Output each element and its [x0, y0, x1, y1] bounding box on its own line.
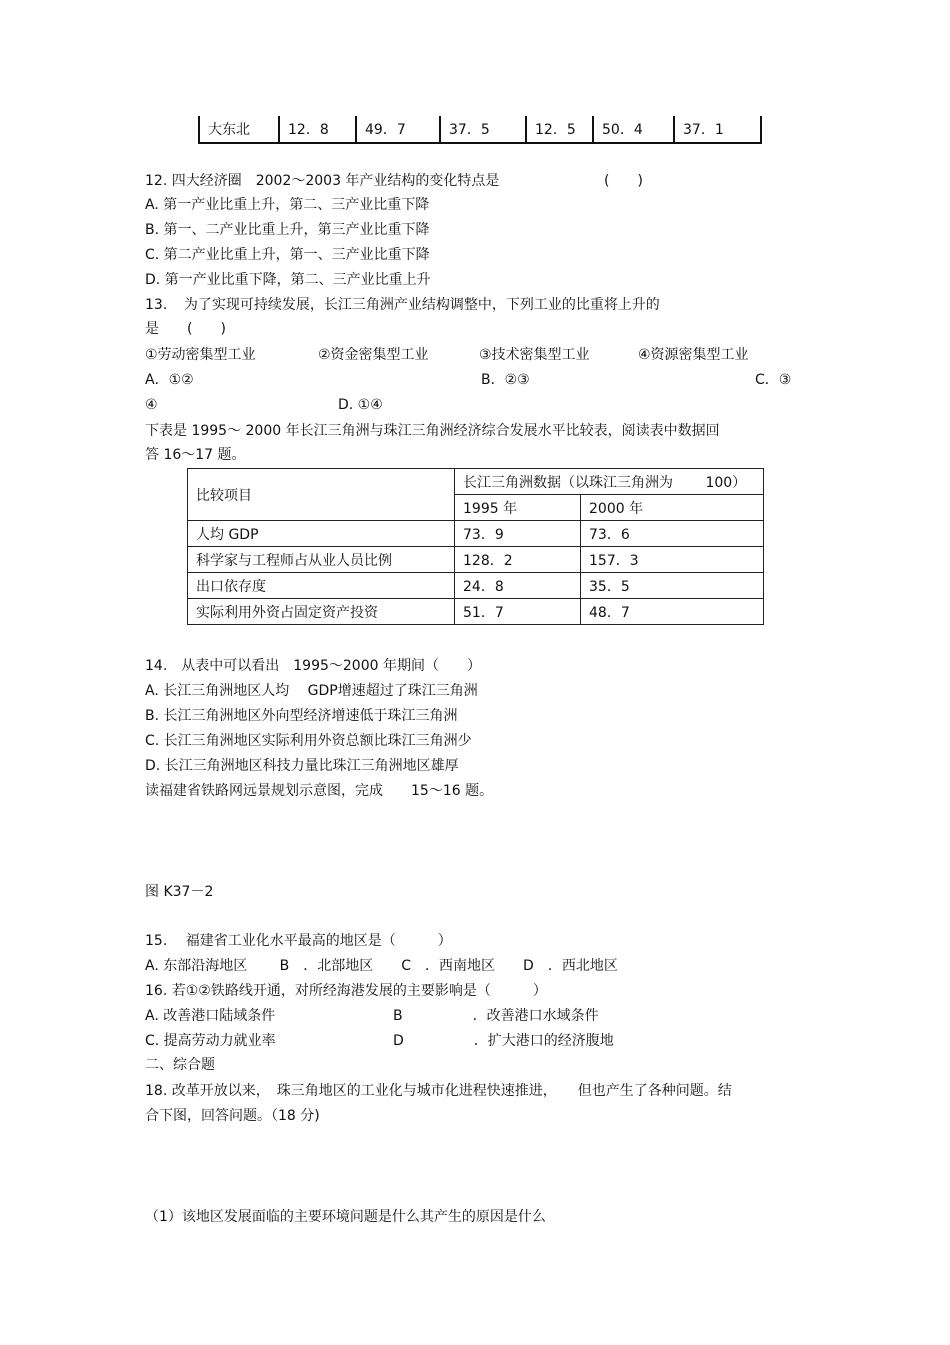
table-cell-2000: 157．3	[581, 547, 764, 573]
table-row	[199, 116, 761, 143]
q13-choice-4: ④资源密集型工业	[638, 347, 749, 363]
q16-option-b: B ．改善港口水域条件	[393, 1008, 599, 1024]
table-cell-1995: 73．9	[455, 521, 581, 547]
q13-option-a: A．①②	[145, 372, 194, 388]
top-table-fragment	[198, 116, 762, 144]
table-intro: 下表是 1995～ 2000 年长江三角洲与珠江三角洲经济综合发展水平比较表，阅读表中数据回	[145, 423, 720, 439]
q16-option-a: A. 改善港口陆域条件	[145, 1008, 276, 1024]
section-heading: 二、综合题	[145, 1057, 215, 1073]
table-row	[188, 599, 764, 625]
q12-option-c: C. 第二产业比重上升，第一、三产业比重下降	[145, 247, 430, 263]
q13-choice-2: ②资金密集型工业	[318, 347, 429, 363]
table-header-group: 长江三角洲数据（以珠江三角洲为 100）	[455, 469, 764, 495]
q16-option-c: C. 提高劳动力就业率	[145, 1033, 276, 1049]
q14-stem: 14. 从表中可以看出 1995～2000 年期间（ ）	[145, 658, 481, 674]
table-cell: 37．1	[674, 116, 761, 143]
table-row	[188, 547, 764, 573]
table-row	[188, 521, 764, 547]
table-cell-1995: 128．2	[455, 547, 581, 573]
q14-option-b: B. 长江三角洲地区外向型经济增速低于珠江三角洲	[145, 708, 458, 724]
table-cell-1995: 51．7	[455, 599, 581, 625]
q18-stem: 18. 改革开放以来， 珠三角地区的工业化与城市化进程快速推进， 但也产生了各种问题。结	[145, 1083, 732, 1099]
q14-option-c: C. 长江三角洲地区实际利用外资总额比珠江三角洲少	[145, 733, 472, 749]
q13-choice-1: ①劳动密集型工业	[145, 347, 256, 363]
map-intro: 读福建省铁路网远景规划示意图，完成 15～16 题。	[145, 783, 494, 799]
table-header-item: 比较项目	[188, 469, 455, 521]
q12-option-a: A. 第一产业比重上升，第二、三产业比重下降	[145, 197, 430, 213]
q13-choice-3: ③技术密集型工业	[479, 347, 590, 363]
table-header-row	[188, 469, 764, 495]
q12-option-d: D. 第一产业比重下降，第二、三产业比重上升	[145, 272, 431, 288]
table-header-year2: 2000 年	[581, 495, 764, 521]
q16-stem: 16. 若①②铁路线开通，对所经海港发展的主要影响是（ ）	[145, 983, 547, 999]
table-header-year1: 1995 年	[455, 495, 581, 521]
q12-answer-paren: ( )	[604, 173, 643, 189]
q13-stem-continued: 是 ( )	[145, 321, 226, 337]
q18-stem-continued: 合下图，回答问题。（18 分)	[145, 1108, 320, 1124]
table-cell-item: 实际利用外资占固定资产投资	[188, 599, 455, 625]
table-cell-2000: 73．6	[581, 521, 764, 547]
q13-option-b: B．②③	[481, 372, 530, 388]
table-cell-item: 科学家与工程师占从业人员比例	[188, 547, 455, 573]
q13-stem: 13． 为了实现可持续发展，长江三角洲产业结构调整中，下列工业的比重将上升的	[145, 297, 660, 313]
q16-option-d: D ．扩大港口的经济腹地	[393, 1033, 614, 1049]
table-cell-2000: 35．5	[581, 573, 764, 599]
table-cell: 49．7	[356, 116, 440, 143]
figure-caption: 图 K37－2	[145, 884, 214, 900]
table-cell: 12．8	[279, 116, 356, 143]
table-cell: 大东北	[199, 116, 279, 143]
comparison-table	[187, 468, 764, 625]
table-cell: 12．5	[526, 116, 593, 143]
q13-option-d: D. ①④	[338, 397, 383, 413]
table-cell-1995: 24．8	[455, 573, 581, 599]
q12-option-b: B. 第一、二产业比重上升，第三产业比重下降	[145, 222, 430, 238]
q18-subquestion-1: （1）该地区发展面临的主要环境问题是什么其产生的原因是什么	[145, 1209, 546, 1225]
table-cell-2000: 48．7	[581, 599, 764, 625]
table-cell: 37．5	[440, 116, 526, 143]
table-cell: 50．4	[593, 116, 674, 143]
q14-option-d: D. 长江三角洲地区科技力量比珠江三角洲地区雄厚	[145, 758, 459, 774]
q13-option-c: C．③	[755, 372, 792, 388]
q15-options: A. 东部沿海地区 B ．北部地区 C ．西南地区 D ．西北地区	[145, 958, 618, 974]
q15-stem: 15. 福建省工业化水平最高的地区是（ ）	[145, 933, 452, 949]
table-cell-item: 人均 GDP	[188, 521, 455, 547]
q14-option-a: A. 长江三角洲地区人均 GDP增速超过了珠江三角洲	[145, 683, 478, 699]
q13-option-c-continued: ④	[145, 397, 158, 413]
table-intro-continued: 答 16～17 题。	[145, 447, 246, 463]
q12-stem: 12. 四大经济圈 2002～2003 年产业结构的变化特点是	[145, 173, 500, 189]
table-cell-item: 出口依存度	[188, 573, 455, 599]
table-row	[188, 573, 764, 599]
